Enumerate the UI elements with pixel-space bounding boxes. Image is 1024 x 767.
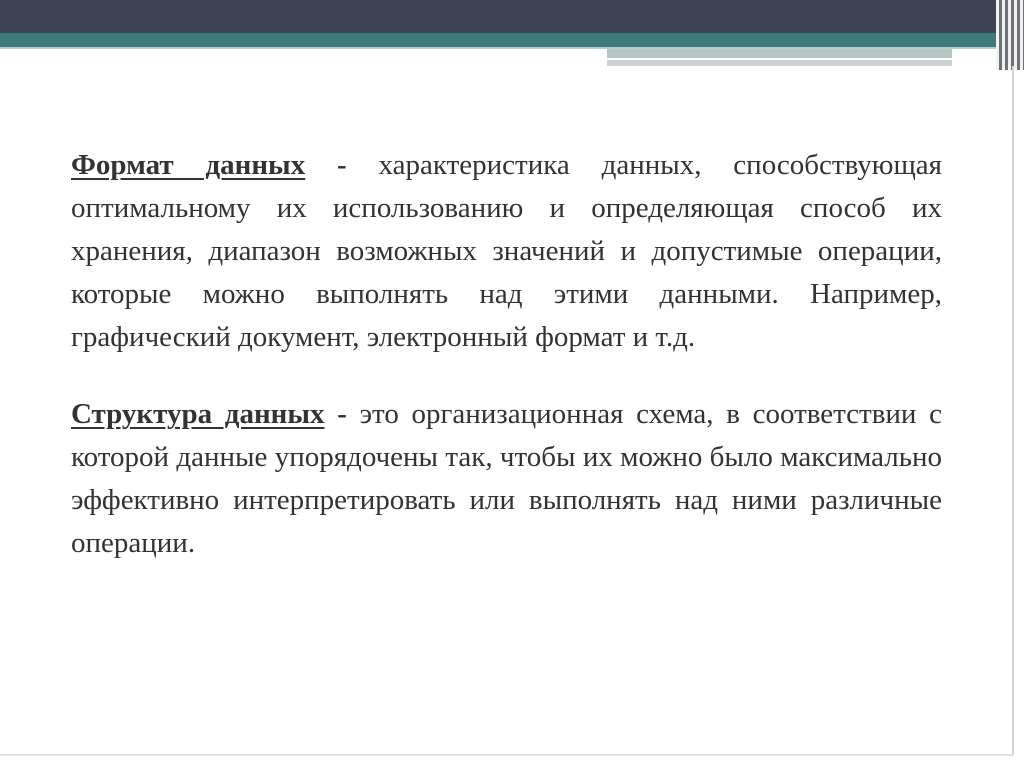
definition-paragraph-data-structure [71, 393, 942, 565]
header-dark-bar [0, 0, 1024, 33]
term-data-structure: Структура данных [71, 398, 325, 430]
definition-data-structure: это организационная схема, в соответствии с которой данные упорядочены так, чтобы их можно было максимально эффективно интерпретировать или выполнять над ними различные операции. [71, 398, 943, 559]
header-teal-bar [0, 33, 1024, 47]
header-stripes-decoration [996, 0, 1024, 70]
term-dash: - [337, 149, 347, 181]
header-right-accent-block [607, 49, 952, 58]
term-dash: - [337, 398, 347, 430]
term-data-format: Формат данных [71, 149, 306, 181]
definition-data-format: характеристика данных, способствующая оптимальному их использованию и определяющая способ их хранения, диапазон возможных значений и допустимые операции, которые можно выполнять над этими данными. Например, графический документ, электронный формат и т.д. [71, 149, 942, 353]
definition-paragraph-data-format [71, 144, 942, 359]
slide-content [71, 144, 942, 565]
